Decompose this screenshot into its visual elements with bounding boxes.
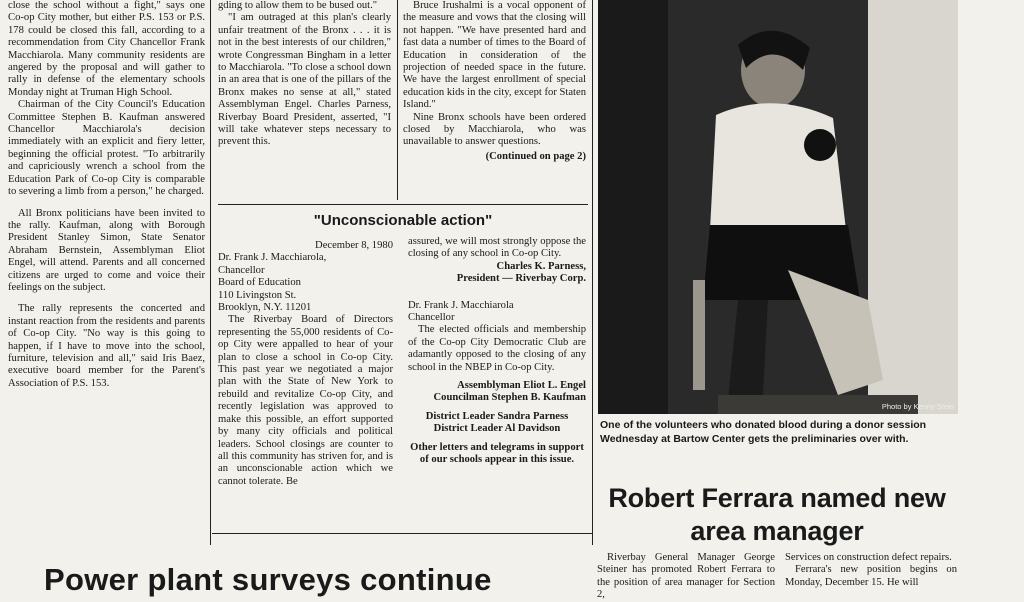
letter2-address-line: Dr. Frank J. Macchiarola	[408, 299, 514, 311]
letter-body: The Riverbay Board of Directors representing the 55,000 residents of Co-op City were appalled to hear of your plan to close a school in Co-op City. This past year we negotiated a major plan with the State of New York to rebuild and revitalize Co-op City, and recently legislation was approved to make this possible, an effort supported by many city officials and political leaders. School closings are counter to all this community has striven for, and is an unconscionable action which we cannot tolerate. Be	[218, 314, 393, 487]
letter-bottom-rule	[212, 533, 592, 534]
col1-paragraph-4: The rally represents the concerted and instant reaction from the residents and parents of Co-op City. "No way is this going to happen, if I have to move into the school, furniture, television and all," said Iris Baez, executive board member for the Parent's Association of P.S. 153.	[8, 303, 205, 389]
letter-body-continued: assured, we will most strongly oppose the closing of any school in Co-op City.	[408, 236, 586, 260]
signature-kaufman: Councilman Stephen B. Kaufman	[433, 392, 586, 404]
column-rule-3	[592, 0, 593, 545]
col3-paragraph-1: Bruce Irushalmi is a vocal opponent of the measure and vows that the closing will not happen. "We have presented hard and fast data a number of times to the Board of Education in consideration of the projection of needed space in the future. We have the largest enrollment of special education kids in the city, except for Staten Island."	[403, 0, 586, 111]
signature-sandra-parness: District Leader Sandra Parness	[425, 410, 569, 422]
article-column-3	[403, 0, 586, 163]
photo-credit: Photo by Kenny Stein	[881, 402, 954, 411]
letter-date: December 8, 1980	[315, 240, 393, 251]
photo-caption: One of the volunteers who donated blood during a donor session Wednesday at Bartow Center gets the preliminaries over with.	[600, 419, 927, 445]
ferrara-paragraph-2: Services on construction defect repairs.	[785, 552, 952, 563]
letter2-address-line: Chancellor	[408, 312, 455, 324]
continued-note: (Continued on page 2)	[485, 150, 586, 162]
letter2-body: The elected officials and membership of the Co-op City Democratic Club are adamantly opposed to the closing of any school in the NBEP in Co-op City.	[408, 324, 586, 373]
ferrara-column-2	[785, 552, 957, 589]
letter-top-rule	[218, 204, 588, 205]
news-photo	[598, 0, 958, 414]
ferrara-paragraph-3: Ferrara's new position begins on Monday, December 15. He will	[785, 564, 957, 588]
article-column-2	[218, 0, 391, 149]
col1-paragraph-1: close the school without a fight," says one Co-op City mother, but either P.S. 153 or P.S. 178 could be closed this fall, according to a recommendation from City Chancellor Frank Macchiarola. Many community residents are angered by the proposal and will gather to rally in defense of the elementary schools Monday night at Truman High School.	[8, 0, 205, 98]
headline-ferrara: Robert Ferrara named new area manager	[608, 483, 946, 546]
column-rule-1	[210, 0, 211, 545]
letter-address-line: 110 Livingston St.	[218, 289, 297, 301]
signature-engel: Assemblyman Eliot L. Engel	[457, 380, 586, 392]
letter-column-1	[218, 240, 393, 488]
signature-davidson: District Leader Al Davidson	[433, 423, 561, 435]
blood-donor-photo-image	[598, 0, 958, 414]
letter-column-2	[408, 236, 586, 467]
column-rule-2	[397, 0, 398, 200]
col2-paragraph-2: "I am outraged at this plan's clearly unfair treatment of the Bronx . . . it is not in the best interests of our children," wrote Congressman Bingham in a letter to Macchiarola. "To close a school down in an area that is one of the pillars of the Bronx makes no sense at all," stated Assemblyman Engel. Charles Parness, Riverbay Board President, asserted, "I will take whatever steps necessary to prevent this.	[218, 12, 391, 148]
letter-note: Other letters and telegrams in support of our schools appear in this issue.	[410, 441, 584, 466]
headline-power-plant: Power plant surveys continue	[44, 562, 492, 597]
col1-paragraph-2: Chairman of the City Council's Education Committee Stephen B. Kaufman answered Chancellor Macchiarola's decision immediately with an explicit and fiery letter, beginning the official protest. "To arbitrarily and capriciously wrench a school from the Education Park of Co-op City is comparable to severing a limb from a person," he charged.	[8, 99, 205, 198]
ferrara-paragraph-1: Riverbay General Manager George Steiner has promoted Robert Ferrara to the position of area manager for Section 2,	[597, 552, 775, 601]
signature-parness-title: President — Riverbay Corp.	[456, 273, 586, 285]
letter-title: "Unconscionable action"	[313, 212, 493, 229]
article-column-1	[8, 0, 205, 390]
col1-paragraph-3: All Bronx politicians have been invited to the rally. Kaufman, along with Borough President Stanley Simon, State Senator Abraham Bernstein, Assemblyman Eliot Engel, will attend. Parents and all concerned citizens are urged to come and voice their feelings on the subject.	[8, 207, 205, 293]
signature-parness: Charles K. Parness,	[496, 260, 586, 272]
letter-address-line: Chancellor	[218, 264, 265, 276]
col3-paragraph-2: Nine Bronx schools have been ordered closed by Macchiarola, who was unavailable to answer questions.	[403, 111, 586, 148]
letter-address-line: Brooklyn, N.Y. 11201	[218, 302, 312, 314]
ferrara-column-1	[597, 552, 775, 602]
letter-address-line: Board of Education	[218, 277, 301, 289]
col2-paragraph-1: gding to allow them to be bused out."	[218, 0, 378, 11]
letter-address-line: Dr. Frank J. Macchiarola,	[218, 252, 327, 264]
